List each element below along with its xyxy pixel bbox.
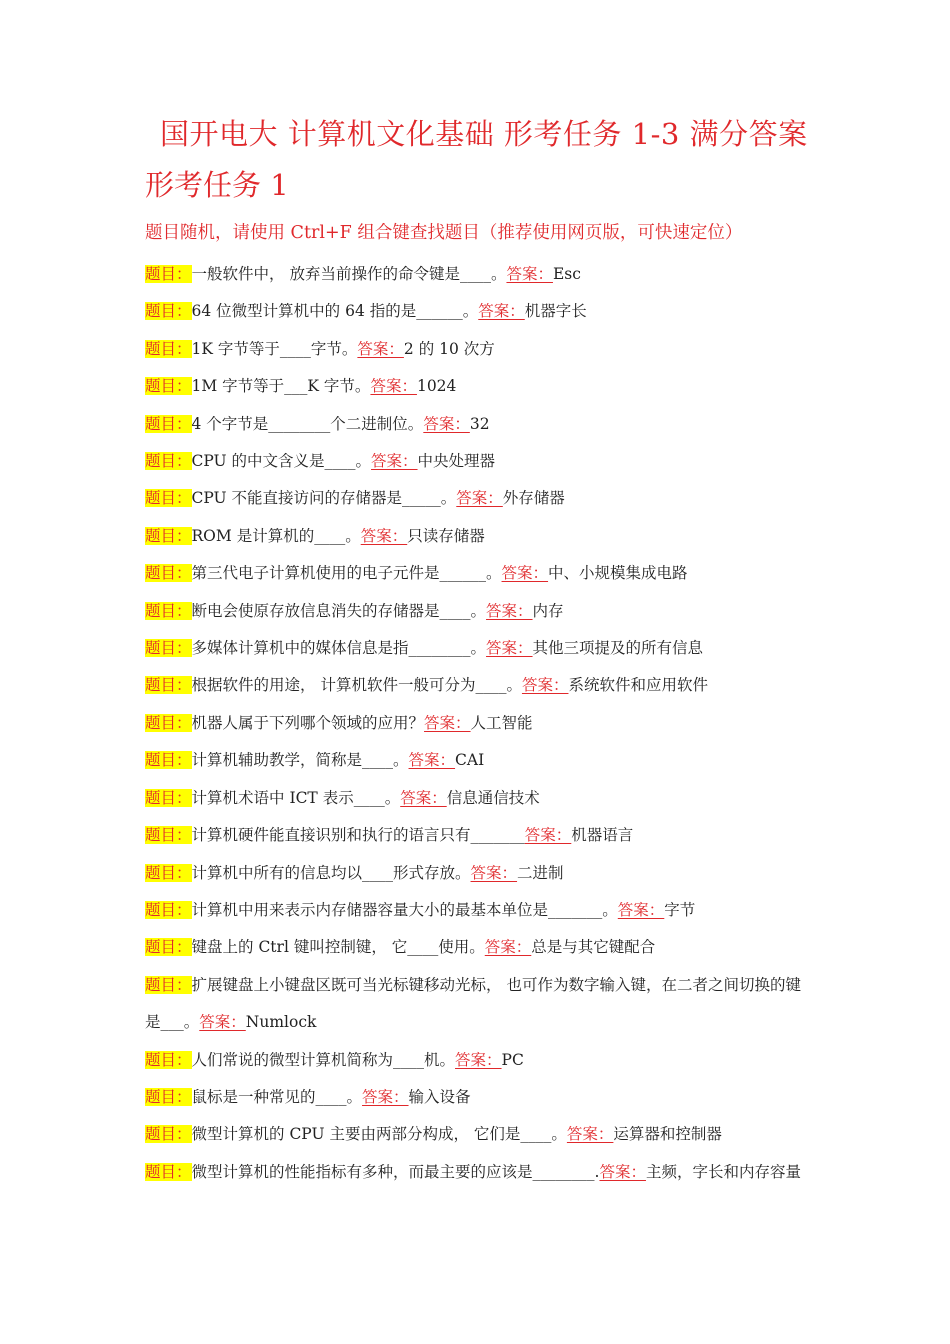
answer-text: 32 [469,414,490,433]
answer-text: 其他三项提及的所有信息 [532,639,704,658]
question-text: 4 个字节是________个二进制位。 [191,414,424,433]
answer-label: 答案： [424,713,471,732]
question-label: 题目： [145,302,192,321]
question-text: 计算机术语中 ICT 表示____。 [191,788,401,807]
answer-text: PC [501,1050,524,1069]
question-item [145,742,815,779]
question-item [145,480,815,517]
answer-label: 答案： [470,863,518,882]
question-item [145,967,815,1042]
question-text: 1M 字节等于___K 字节。 [191,377,371,396]
question-item [145,368,815,405]
answer-text: 系统软件和应用软件 [568,676,708,695]
answer-label: 答案： [521,676,569,695]
question-text: 1K 字节等于____字节。 [191,339,358,358]
answer-label: 答案： [360,526,408,545]
question-label: 题目： [145,826,192,845]
answer-text: 字节 [664,900,696,919]
question-label: 题目： [145,713,192,732]
answer-text: 二进制 [517,863,564,882]
question-text: 人们常说的微型计算机简称为____机。 [191,1050,456,1069]
question-item [145,667,815,704]
answer-text: 信息通信技术 [446,788,540,807]
answer-text: Numlock [245,1013,317,1032]
question-label: 题目： [145,639,192,658]
answer-text: 中、小规模集成电路 [548,564,688,583]
question-label: 题目： [145,339,192,358]
question-item [145,929,815,966]
question-text: CPU 不能直接访问的存储器是_____。 [191,489,457,508]
answer-label: 答案： [599,1162,646,1181]
question-text: 计算机硬件能直接识别和执行的语言只有_______ [191,826,525,845]
answer-label: 答案： [617,900,665,919]
question-text: 计算机中用来表示内存储器容量大小的最基本单位是_______。 [191,900,618,919]
answer-label: 答案： [478,302,525,321]
section-title: 形考任务 1 [145,168,289,202]
question-label: 题目： [145,452,192,471]
answer-text: 人工智能 [470,713,533,732]
question-label: 题目： [145,1162,192,1181]
question-text: 64 位微型计算机中的 64 指的是______。 [191,302,479,321]
question-item [145,331,815,368]
answer-text: 输入设备 [408,1087,471,1106]
answer-text: 只读存储器 [407,526,485,545]
question-label: 题目： [145,1125,192,1144]
answer-label: 答案： [357,339,404,358]
answer-label: 答案： [486,639,533,658]
question-item [145,817,815,854]
answer-text: 机器字长 [524,302,587,321]
question-label: 题目： [145,975,192,994]
question-label: 题目： [145,863,192,882]
question-item [145,518,815,555]
question-item [145,593,815,630]
question-label: 题目： [145,377,192,396]
answer-label: 答案： [370,377,417,396]
question-label: 题目： [145,564,192,583]
answer-text: 主频，字长和内存容量 [645,1162,801,1181]
answer-label: 答案： [506,265,553,283]
question-item [145,1042,815,1079]
question-text: 键盘上的 Ctrl 键叫控制键， 它____使用。 [191,938,485,957]
question-label: 题目： [145,900,192,919]
answer-label: 答案： [423,414,470,433]
question-label: 题目： [145,601,192,620]
question-text: 微型计算机的 CPU 主要由两部分构成， 它们是____。 [191,1125,567,1144]
question-label: 题目： [145,1087,192,1106]
answer-text: 内存 [532,601,564,620]
search-tip: 题目随机，请使用 Ctrl+F 组合键查找题目（推荐使用网页版，可快速定位） [145,223,743,243]
answer-text: CAI [455,751,485,770]
answer-label: 答案： [199,1013,246,1032]
question-text: 第三代电子计算机使用的电子元件是______。 [191,564,502,583]
question-item [145,555,815,592]
answer-label: 答案： [484,938,532,957]
answer-label: 答案： [400,788,447,807]
answer-text: 2 的 10 次方 [403,339,495,358]
question-item [145,855,815,892]
question-text: 多媒体计算机中的媒体信息是指________。 [191,639,487,658]
question-text: 机器人属于下列哪个领域的应用？ [191,713,425,732]
question-label: 题目： [145,526,192,545]
question-label: 题目： [145,751,192,770]
question-item [145,1116,815,1153]
question-item [145,892,815,929]
question-item [145,443,815,480]
answer-text: 1024 [416,377,457,396]
answer-label: 答案： [362,1087,409,1106]
question-item [145,1079,815,1116]
question-label: 题目： [145,788,192,807]
answer-label: 答案： [408,751,456,770]
question-label: 题目： [145,414,192,433]
answer-label: 答案： [524,826,572,845]
answer-text: 中央处理器 [417,452,496,471]
question-text: 计算机辅助教学，简称是____。 [191,751,409,770]
question-item [145,256,815,293]
document-title: 国开电大 计算机文化基础 形考任务 1-3 满分答案 [160,117,808,151]
question-item [145,630,815,667]
question-text: 扩展键盘上小键盘区既可当光标键移动光标， 也可作为数字输入键，在二者之间切换的键是___。 [145,975,801,1032]
question-item [145,406,815,443]
question-text: ROM 是计算机的____。 [191,526,361,545]
question-label: 题目： [145,938,192,957]
answer-text: Esc [552,265,581,283]
question-text: 断电会使原存放信息消失的存储器是____。 [191,601,487,620]
answer-label: 答案： [486,601,533,620]
answer-label: 答案： [566,1125,614,1144]
answer-label: 答案： [455,1050,502,1069]
answer-text: 总是与其它键配合 [531,938,656,957]
answer-label: 答案： [456,489,503,508]
question-item [145,293,815,330]
answer-label: 答案： [371,452,418,471]
answer-text: 运算器和控制器 [613,1125,722,1144]
question-text: 一般软件中， 放弃当前操作的命令键是____。 [191,265,507,283]
question-item [145,1154,815,1191]
question-text: 根据软件的用途， 计算机软件一般可分为____。 [191,676,522,695]
question-label: 题目： [145,489,192,508]
question-item [145,705,815,742]
question-label: 题目： [145,676,192,695]
question-text: 微型计算机的性能指标有多种，而最主要的应该是________. [191,1162,600,1181]
answer-label: 答案： [501,564,549,583]
answer-text: 外存储器 [502,489,565,508]
question-text: 计算机中所有的信息均以____形式存放。 [191,863,471,882]
question-list [145,256,815,1191]
answer-text: 机器语言 [571,826,634,845]
question-item [145,780,815,817]
question-text: 鼠标是一种常见的____。 [191,1087,363,1106]
question-label: 题目： [145,1050,192,1069]
question-text: CPU 的中文含义是____。 [191,452,372,471]
question-label: 题目： [145,265,192,283]
